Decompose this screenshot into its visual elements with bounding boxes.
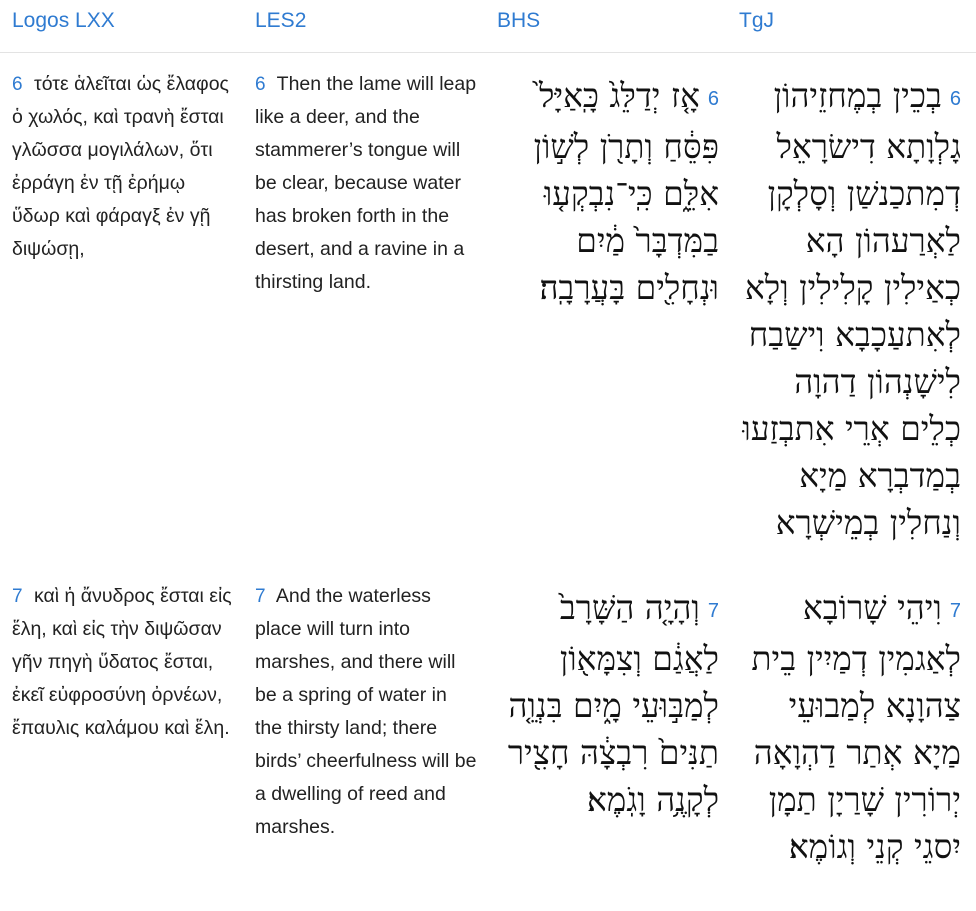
verse-number[interactable]: 7	[707, 600, 719, 622]
column-header-logos-lxx[interactable]: Logos LXX	[12, 9, 115, 32]
verse-number[interactable]: 7	[12, 586, 23, 607]
les2-verse-6	[255, 68, 477, 299]
verse-text: אָ֤ז יְדַלֵּג֙ כָּֽאַיָּל֙ פִּסֵּ֔חַ וְתָרֹ֖ן לְשׁ֣וֹן אִלֵּ֑ם כִּֽי־נִבְקְע֤וּ בַמִּדְבָּר֙ מַ֔יִם וּנְחָלִ֖ים בָּעֲרָבָֽה׃	[533, 76, 719, 307]
tgj-verse-6	[739, 72, 961, 546]
verse-number[interactable]: 6	[12, 74, 23, 95]
verse-text: וְהָיָ֤ה הַשָּׁרָב֙ לַאֲגַ֔ם וְצִמָּא֖וֹן לְמַבּ֣וּעֵי מָ֑יִם בִּנְוֵ֤ה תַנִּים֙ רִבְצָ֔הּ חָצִ֖יר לְקָנֶ֥ה וָגֹֽמֶא׃	[507, 588, 719, 819]
verse-number[interactable]: 6	[255, 74, 266, 95]
bhs-verse-7	[497, 584, 719, 823]
column-header-les2[interactable]: LES2	[255, 9, 307, 32]
bhs-verse-6	[497, 72, 719, 311]
verse-text: καὶ ἡ ἄνυδρος ἔσται εἰς ἕλη, καὶ εἰς τὴν διψῶσαν γῆν πηγὴ ὕδατος ἔσται, ἐκεῖ εὐφροσύνη ὀρνέων, ἔπαυλις καλάμου καὶ ἕλη.	[12, 585, 232, 739]
les2-verse-7	[255, 580, 477, 844]
verse-number[interactable]: 7	[255, 586, 266, 607]
verse-number[interactable]: 6	[949, 88, 961, 110]
column-header-tgj[interactable]: TgJ	[739, 9, 775, 32]
column-header-bhs[interactable]: BHS	[497, 9, 541, 32]
verse-text: Then the lame will leap like a deer, and the stammerer’s tongue will be clear, because water has broken forth in the desert, and a ravine in a thirsting land.	[255, 73, 477, 293]
lxx-verse-6	[12, 68, 234, 266]
verse-number[interactable]: 7	[949, 600, 961, 622]
verse-text: וִיהֵי שָׁרוֹבָא לְאַגמִין דְמַיִין בֵית צַהוָנָא לְמַבוּעֵי מַיָא אְתַר דַהְוָאָה יְרוֹרִין שָׁרַיָן תַמָן יִסגֵי קְנֵי וְגוֹמֶא׃	[751, 588, 961, 866]
lxx-verse-7	[12, 580, 234, 745]
verse-text: And the waterless place will turn into marshes, and there will be a spring of water in the thirsty land; there birds’ cheerfulness will be a dwelling of reed and marshes.	[255, 585, 477, 838]
column-header-row	[0, 0, 976, 53]
tgj-verse-7	[739, 584, 961, 870]
verse-number[interactable]: 6	[707, 88, 719, 110]
verse-text: τότε ἁλεῖται ὡς ἔλαφος ὁ χωλός, καὶ τρανὴ ἔσται γλῶσσα μογιλάλων, ὅτι ἐρράγη ἐν τῇ ἐρήμῳ ὕδωρ καὶ φάραγξ ἐν γῇ διψώσῃ,	[12, 73, 229, 260]
verse-text: בְכֵין בְמֶחזֵיהוֹן גָלְוָתָא דִישׂרָאֵל דְמִתכַנשַׁן וְסָלְקָן לַאְרַעהוֹן הָא כְאַילִין קָלִילִין וְלָא לְאִתעַכָבָא וִישַבַח לִישָׁנְהוֹן דַהוָה כְלֵים אְרֵי אִתבְזַעוּ בְמַדבְרָא מַיָא וְנַחלִין בְמֵישְׁרָא	[742, 76, 961, 542]
